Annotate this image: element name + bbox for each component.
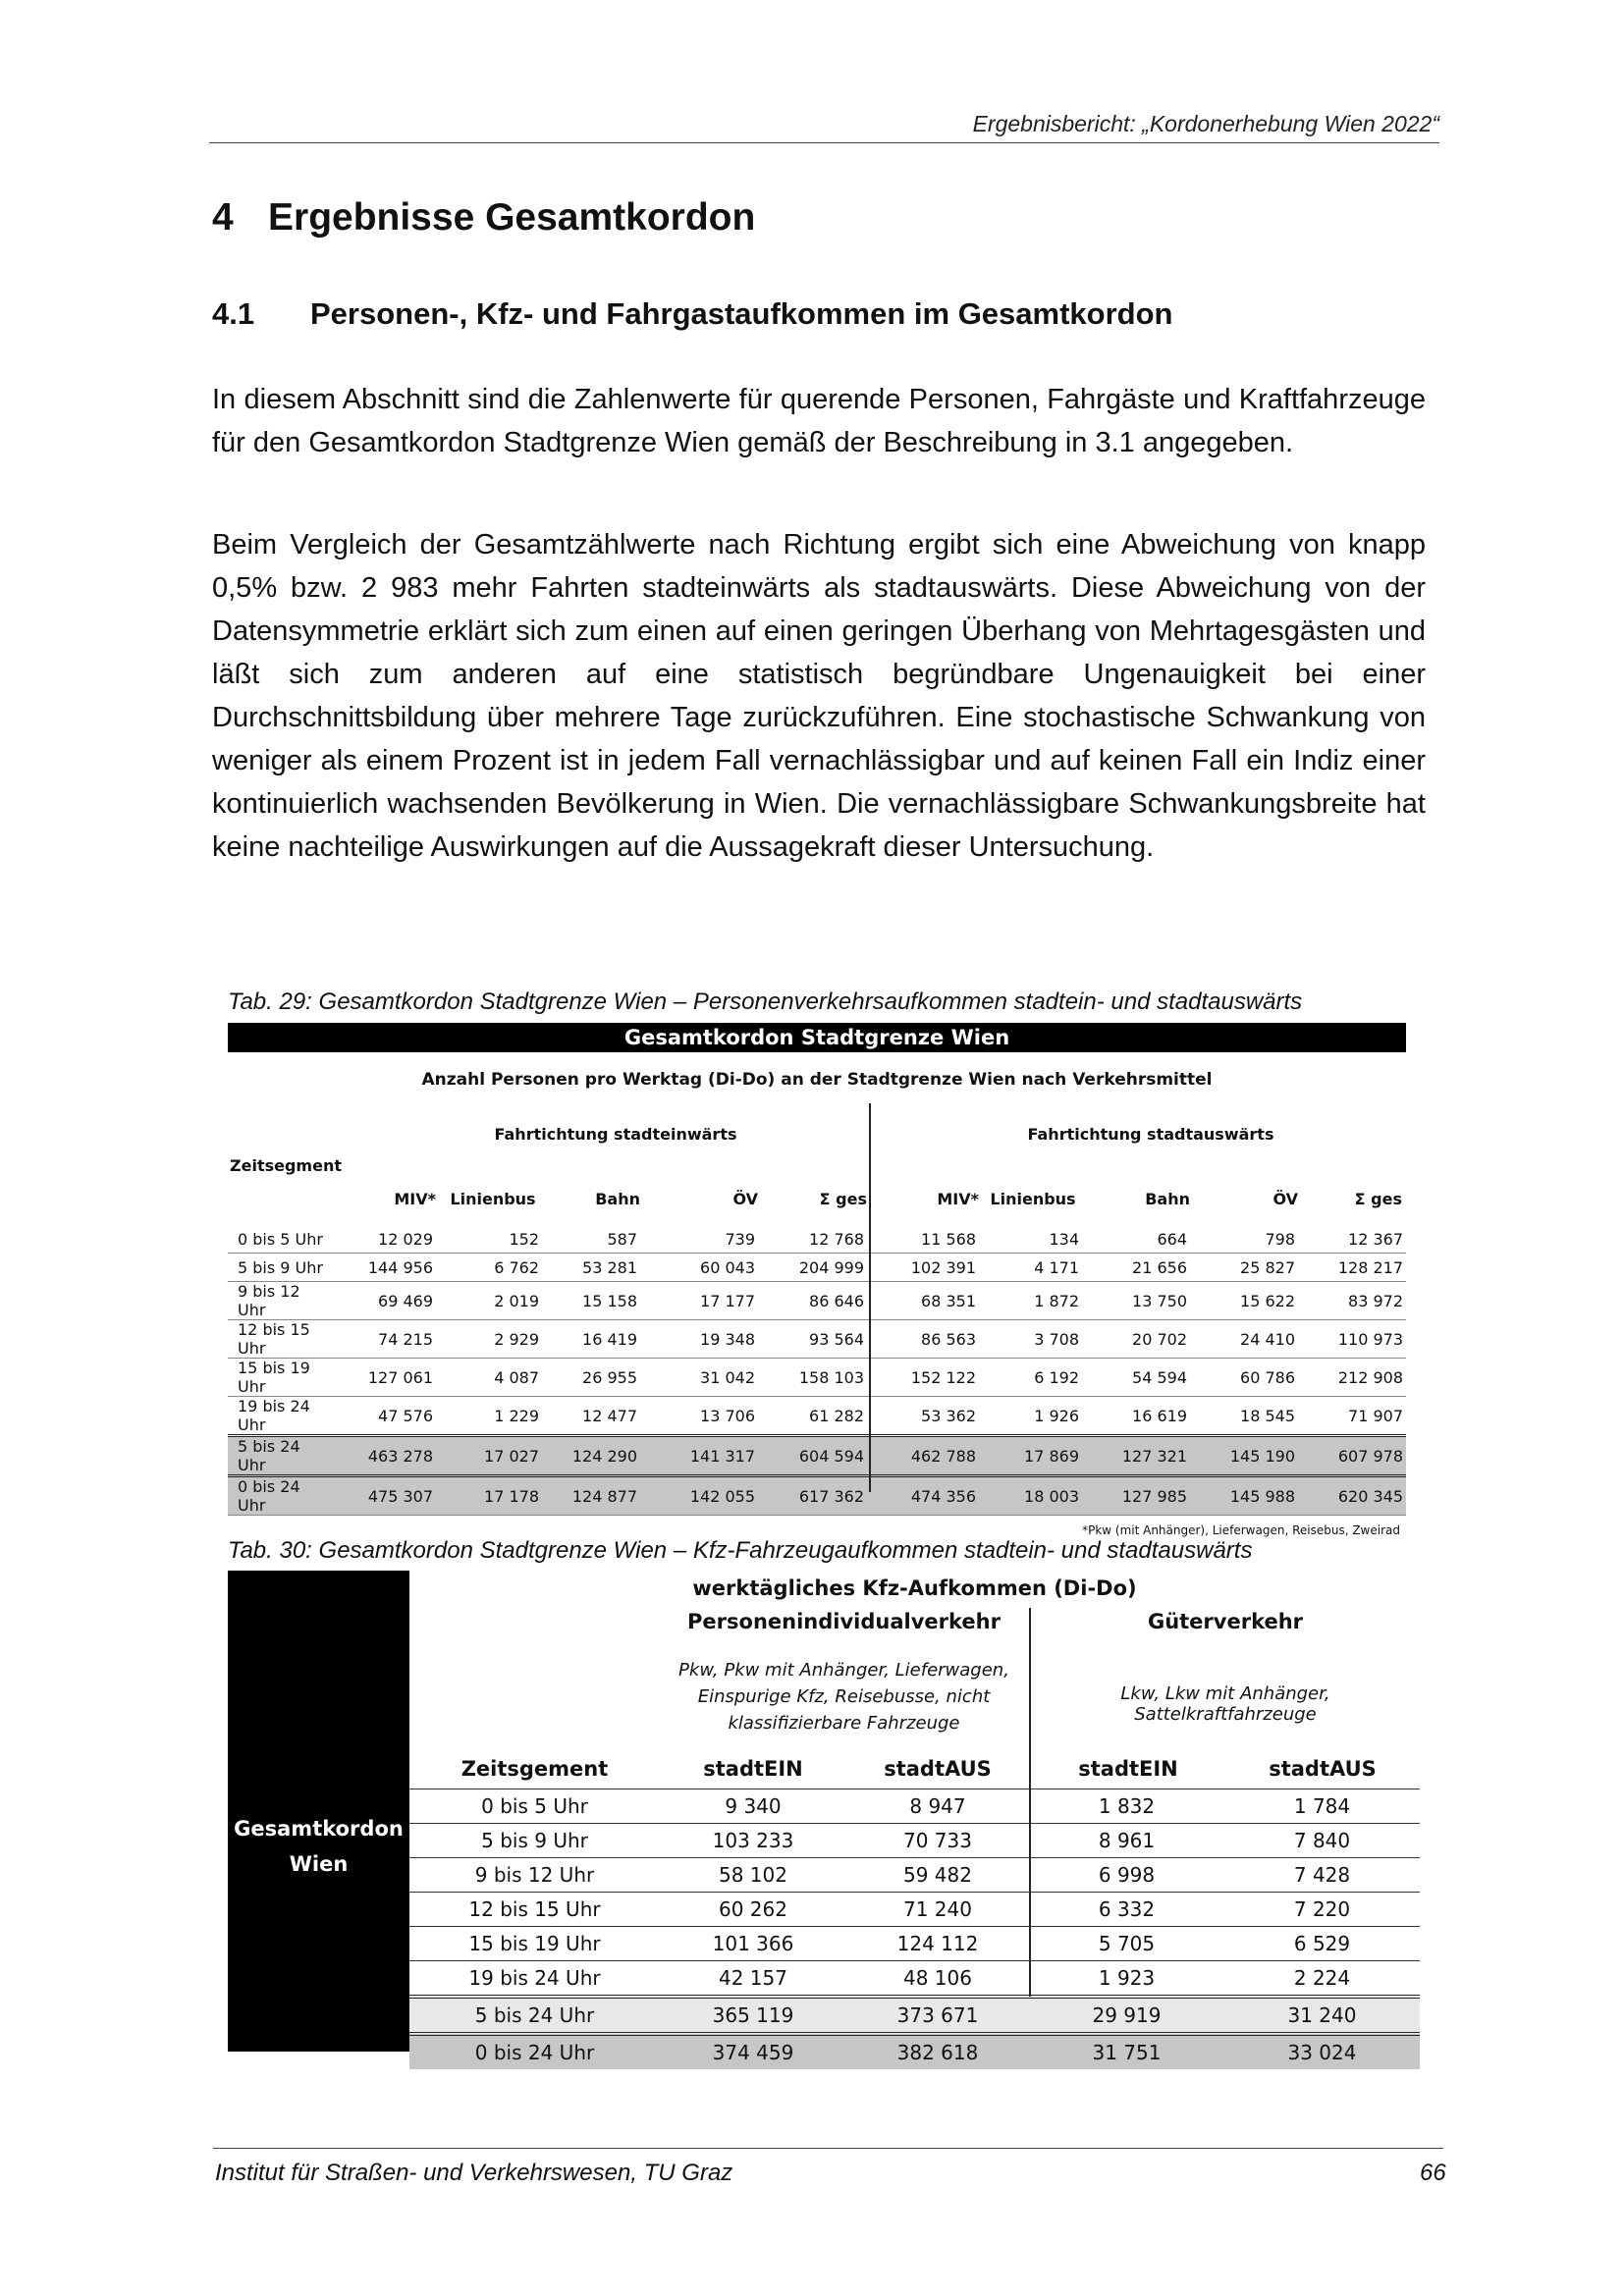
table29-col-miv-out: MIV* xyxy=(937,1190,979,1208)
table-cell: 102 391 xyxy=(867,1254,979,1282)
table30-header-gv: Güterverkehr xyxy=(1147,1610,1304,1633)
section-number: 4 xyxy=(212,196,234,239)
table-row xyxy=(228,1359,1406,1397)
table-cell: 31 240 xyxy=(1224,1997,1420,2034)
table29-col-miv-in: MIV* xyxy=(394,1190,436,1208)
table-cell: 142 055 xyxy=(640,1476,758,1516)
table-cell: 144 956 xyxy=(326,1254,436,1282)
table-cell: 607 978 xyxy=(1298,1436,1406,1476)
table-cell: 2 019 xyxy=(436,1282,542,1320)
table-cell: 20 702 xyxy=(1082,1320,1190,1359)
table-cell: 61 282 xyxy=(758,1397,867,1436)
table-cell: 4 087 xyxy=(436,1359,542,1397)
table-cell: 54 594 xyxy=(1082,1359,1190,1397)
table-cell: 365 119 xyxy=(660,1997,846,2034)
table-cell: 3 708 xyxy=(979,1320,1082,1359)
table-cell: 17 869 xyxy=(979,1436,1082,1476)
table30-side-line2: Wien xyxy=(289,1852,349,1876)
table29-body xyxy=(228,1225,1406,1516)
table29-row-header: Zeitsegment xyxy=(230,1156,342,1175)
paragraph-intro: In diesem Abschnitt sind die Zahlenwerte für querende Personen, Fahrgäste und Kraftfahrzeuge für den Gesamtkordon Stadtgrenze Wien gemäß der Beschreibung in 3.1 angegeben. xyxy=(212,384,1426,458)
table-cell: 70 733 xyxy=(846,1824,1029,1858)
table-cell: 212 908 xyxy=(1298,1359,1406,1397)
table-cell: 604 594 xyxy=(758,1436,867,1476)
table-cell: 60 786 xyxy=(1190,1359,1298,1397)
table29-group-in: Fahrtichtung stadteinwärts xyxy=(494,1125,737,1144)
table-cell: 4 171 xyxy=(979,1254,1082,1282)
table30-col-piv-in: stadtEIN xyxy=(703,1757,803,1781)
table-cell: 5 bis 24 Uhr xyxy=(409,1997,660,2034)
table-cell: 12 477 xyxy=(542,1397,640,1436)
table-cell: 19 bis 24 Uhr xyxy=(228,1397,326,1436)
table-cell: 739 xyxy=(640,1225,758,1254)
table-cell: 16 419 xyxy=(542,1320,640,1359)
table-cell: 127 061 xyxy=(326,1359,436,1397)
table-cell: 1 872 xyxy=(979,1282,1082,1320)
header-rule xyxy=(209,142,1439,143)
table-row xyxy=(409,1927,1420,1961)
table-cell: 145 988 xyxy=(1190,1476,1298,1516)
table-row xyxy=(228,1320,1406,1359)
table-cell: 21 656 xyxy=(1082,1254,1190,1282)
table-row xyxy=(409,1789,1420,1824)
table29-col-sum-in: Σ ges xyxy=(819,1190,867,1208)
table30-col-piv-out: stadtAUS xyxy=(884,1757,992,1781)
table30-col-gv-out: stadtAUS xyxy=(1269,1757,1377,1781)
table-cell: 204 999 xyxy=(758,1254,867,1282)
table-cell: 6 998 xyxy=(1029,1858,1224,1893)
table-cell: 9 bis 12 Uhr xyxy=(409,1858,660,1893)
table-cell: 53 362 xyxy=(867,1397,979,1436)
table-cell: 110 973 xyxy=(1298,1320,1406,1359)
table-cell: 6 192 xyxy=(979,1359,1082,1397)
table29-banner: Gesamtkordon Stadtgrenze Wien xyxy=(228,1023,1406,1052)
table-cell: 15 158 xyxy=(542,1282,640,1320)
table-cell: 25 827 xyxy=(1190,1254,1298,1282)
table-cell: 474 356 xyxy=(867,1476,979,1516)
table-cell: 86 563 xyxy=(867,1320,979,1359)
table-cell: 141 317 xyxy=(640,1436,758,1476)
table29-header xyxy=(228,1107,1406,1225)
table-cell: 68 351 xyxy=(867,1282,979,1320)
table-cell: 158 103 xyxy=(758,1359,867,1397)
table-cell: 18 003 xyxy=(979,1476,1082,1516)
table-cell: 83 972 xyxy=(1298,1282,1406,1320)
table-row-total xyxy=(409,2034,1420,2069)
table-cell: 74 215 xyxy=(326,1320,436,1359)
table-cell: 1 832 xyxy=(1029,1789,1224,1824)
table-cell: 31 042 xyxy=(640,1359,758,1397)
table30-header-main: werktägliches Kfz-Aufkommen (Di-Do) xyxy=(692,1576,1137,1600)
running-header: Ergebnisbericht: „Kordonerhebung Wien 2022“ xyxy=(972,111,1439,136)
table30-header-piv: Personenindividualverkehr xyxy=(687,1610,1001,1633)
table-cell: 6 529 xyxy=(1224,1927,1420,1961)
table29 xyxy=(228,1023,1406,1545)
table-cell: 475 307 xyxy=(326,1476,436,1516)
table-row-total xyxy=(228,1476,1406,1516)
table29-direction-divider xyxy=(869,1103,871,1492)
table-cell: 6 762 xyxy=(436,1254,542,1282)
table-cell: 26 955 xyxy=(542,1359,640,1397)
table30-body xyxy=(409,1789,1420,2069)
table-cell: 124 112 xyxy=(846,1927,1029,1961)
table29-col-bahn-in: Bahn xyxy=(595,1190,640,1208)
table-cell: 71 907 xyxy=(1298,1397,1406,1436)
table30-desc-piv-line3: klassifizierbare Fahrzeuge xyxy=(728,1713,960,1734)
table-cell: 12 768 xyxy=(758,1225,867,1254)
page-number: 66 xyxy=(1420,2160,1446,2186)
table30-side-label xyxy=(228,1811,409,1882)
table29-subtitle: Anzahl Personen pro Werktag (Di-Do) an der Stadtgrenze Wien nach Verkehrsmittel xyxy=(421,1070,1213,1090)
table-cell: 617 362 xyxy=(758,1476,867,1516)
table-row xyxy=(228,1282,1406,1320)
table29-col-sum-out: Σ ges xyxy=(1354,1190,1402,1208)
table-cell: 664 xyxy=(1082,1225,1190,1254)
table-cell: 134 xyxy=(979,1225,1082,1254)
table30 xyxy=(228,1571,1420,2064)
table30-col-gv-in: stadtEIN xyxy=(1078,1757,1178,1781)
table-cell: 103 233 xyxy=(660,1824,846,1858)
table-cell: 8 961 xyxy=(1029,1824,1224,1858)
table-row xyxy=(409,1893,1420,1927)
footer-rule xyxy=(213,2148,1443,2149)
table-row xyxy=(228,1254,1406,1282)
table-cell: 152 xyxy=(436,1225,542,1254)
table-cell: 13 706 xyxy=(640,1397,758,1436)
table-cell: 71 240 xyxy=(846,1893,1029,1927)
table-cell: 47 576 xyxy=(326,1397,436,1436)
table-cell: 29 919 xyxy=(1029,1997,1224,2034)
section-title: Ergebnisse Gesamtkordon xyxy=(268,196,756,239)
table-cell: 1 784 xyxy=(1224,1789,1420,1824)
table-row xyxy=(228,1397,1406,1436)
table-cell: 5 bis 9 Uhr xyxy=(228,1254,326,1282)
table-cell: 17 177 xyxy=(640,1282,758,1320)
table-cell: 382 618 xyxy=(846,2034,1029,2069)
table-cell: 587 xyxy=(542,1225,640,1254)
table-cell: 11 568 xyxy=(867,1225,979,1254)
paragraph-comparison: Beim Vergleich der Gesamtzählwerte nach Richtung ergibt sich eine Abweichung von knapp 0,5% bzw. 2 983 mehr Fahrten stadteinwärts als stadtauswärts. Diese Abweichung von der Datensymmetrie erklärt sich zum einen auf einen geringen Überhang von Mehrtagesgästen und läßt sich zum anderen auf eine statistisch begründbare Ungenauigkeit bei einer Durchschnittsbildung über mehrere Tage zurückzuführen. Eine stochastische Schwankung von weniger als einem Prozent ist in jedem Fall vernachlässigbar und auf keinen Fall ein Indiz einer kontinuierlich wachsenden Bevölkerung in Wien. Die vernachlässigbare Schwankungsbreite hat keine nachteilige Auswirkungen auf die Aussagekraft dieser Untersuchung. xyxy=(212,529,1426,863)
table30-rows xyxy=(409,1789,1420,2070)
table-cell: 58 102 xyxy=(660,1858,846,1893)
table-cell: 128 217 xyxy=(1298,1254,1406,1282)
table-cell: 13 750 xyxy=(1082,1282,1190,1320)
table-cell: 127 985 xyxy=(1082,1476,1190,1516)
table-cell: 24 410 xyxy=(1190,1320,1298,1359)
table-cell: 0 bis 24 Uhr xyxy=(228,1476,326,1516)
table-cell: 374 459 xyxy=(660,2034,846,2069)
table-cell: 59 482 xyxy=(846,1858,1029,1893)
table-cell: 127 321 xyxy=(1082,1436,1190,1476)
table30-caption: Tab. 30: Gesamtkordon Stadtgrenze Wien – Kfz-Fahrzeugaufkommen stadtein- und stadtauswärts xyxy=(228,1537,1253,1564)
table30-desc-piv-line1: Pkw, Pkw mit Anhänger, Lieferwagen, xyxy=(678,1660,1009,1681)
table30-desc-gv: Lkw, Lkw mit Anhänger, Sattelkraftfahrzeuge xyxy=(1120,1683,1330,1725)
table-cell: 9 340 xyxy=(660,1789,846,1824)
table29-col-bus-out: Linienbus xyxy=(990,1190,1076,1208)
table-cell: 31 751 xyxy=(1029,2034,1224,2069)
table29-group-out: Fahrtichtung stadtauswärts xyxy=(1027,1125,1274,1144)
table30-side-line1: Gesamtkordon xyxy=(234,1817,404,1841)
table30-desc-piv xyxy=(660,1657,1028,1736)
table29-col-oev-out: ÖV xyxy=(1272,1190,1298,1208)
table-row xyxy=(228,1225,1406,1254)
table30-col-zeit: Zeitsgement xyxy=(460,1757,609,1781)
table-cell: 7 220 xyxy=(1224,1893,1420,1927)
table-cell: 9 bis 12 Uhr xyxy=(228,1282,326,1320)
table-cell: 69 469 xyxy=(326,1282,436,1320)
table-cell: 463 278 xyxy=(326,1436,436,1476)
table-cell: 0 bis 5 Uhr xyxy=(409,1789,660,1824)
table-cell: 17 178 xyxy=(436,1476,542,1516)
table-row-subtotal xyxy=(228,1436,1406,1476)
table-cell: 12 bis 15 Uhr xyxy=(409,1893,660,1927)
subsection-title: Personen-, Kfz- und Fahrgastaufkommen im Gesamtkordon xyxy=(310,296,1173,331)
table-cell: 5 705 xyxy=(1029,1927,1224,1961)
table-cell: 19 bis 24 Uhr xyxy=(409,1961,660,1998)
table30-side-block xyxy=(228,1571,409,2052)
table-row xyxy=(409,1858,1420,1893)
table-cell: 798 xyxy=(1190,1225,1298,1254)
table-cell: 53 281 xyxy=(542,1254,640,1282)
table-row xyxy=(409,1961,1420,1998)
table-cell: 15 bis 19 Uhr xyxy=(409,1927,660,1961)
table-cell: 12 367 xyxy=(1298,1225,1406,1254)
table-cell: 48 106 xyxy=(846,1961,1029,1998)
footer-institute: Institut für Straßen- und Verkehrswesen, TU Graz xyxy=(215,2160,733,2186)
section-heading xyxy=(212,196,755,240)
table29-footnote: *Pkw (mit Anhänger), Lieferwagen, Reisebus, Zweirad xyxy=(1082,1523,1400,1537)
table29-col-oev-in: ÖV xyxy=(732,1190,758,1208)
table-cell: 5 bis 24 Uhr xyxy=(228,1436,326,1476)
table-cell: 1 926 xyxy=(979,1397,1082,1436)
table-cell: 42 157 xyxy=(660,1961,846,1998)
table-cell: 5 bis 9 Uhr xyxy=(409,1824,660,1858)
table-cell: 124 877 xyxy=(542,1476,640,1516)
table29-col-bus-in: Linienbus xyxy=(450,1190,536,1208)
table-cell: 7 428 xyxy=(1224,1858,1420,1893)
table-cell: 18 545 xyxy=(1190,1397,1298,1436)
table-row xyxy=(409,1824,1420,1858)
table-cell: 1 229 xyxy=(436,1397,542,1436)
table-cell: 12 029 xyxy=(326,1225,436,1254)
table-cell: 86 646 xyxy=(758,1282,867,1320)
table-cell: 19 348 xyxy=(640,1320,758,1359)
table-cell: 0 bis 5 Uhr xyxy=(228,1225,326,1254)
table-cell: 2 224 xyxy=(1224,1961,1420,1998)
table-cell: 1 923 xyxy=(1029,1961,1224,1998)
table-cell: 60 262 xyxy=(660,1893,846,1927)
table29-caption: Tab. 29: Gesamtkordon Stadtgrenze Wien – Personenverkehrsaufkommen stadtein- und stadtauswärts xyxy=(228,988,1303,1015)
subsection-number: 4.1 xyxy=(212,296,255,331)
table-cell: 152 122 xyxy=(867,1359,979,1397)
table29-col-bahn-out: Bahn xyxy=(1145,1190,1190,1208)
table-cell: 12 bis 15 Uhr xyxy=(228,1320,326,1359)
table-cell: 145 190 xyxy=(1190,1436,1298,1476)
table-cell: 17 027 xyxy=(436,1436,542,1476)
table-row-subtotal xyxy=(409,1997,1420,2034)
table-cell: 15 bis 19 Uhr xyxy=(228,1359,326,1397)
table-cell: 15 622 xyxy=(1190,1282,1298,1320)
table-cell: 373 671 xyxy=(846,1997,1029,2034)
table-cell: 8 947 xyxy=(846,1789,1029,1824)
table-cell: 0 bis 24 Uhr xyxy=(409,2034,660,2069)
table-cell: 16 619 xyxy=(1082,1397,1190,1436)
table-cell: 7 840 xyxy=(1224,1824,1420,1858)
table-cell: 6 332 xyxy=(1029,1893,1224,1927)
table29-rows xyxy=(228,1225,1406,1516)
table-cell: 2 929 xyxy=(436,1320,542,1359)
table-cell: 60 043 xyxy=(640,1254,758,1282)
subsection-heading xyxy=(212,296,1172,332)
table-cell: 124 290 xyxy=(542,1436,640,1476)
table-cell: 33 024 xyxy=(1224,2034,1420,2069)
table-cell: 101 366 xyxy=(660,1927,846,1961)
table30-desc-piv-line2: Einspurige Kfz, Reisebusse, nicht xyxy=(697,1686,991,1707)
table-cell: 620 345 xyxy=(1298,1476,1406,1516)
table-cell: 462 788 xyxy=(867,1436,979,1476)
table-cell: 93 564 xyxy=(758,1320,867,1359)
